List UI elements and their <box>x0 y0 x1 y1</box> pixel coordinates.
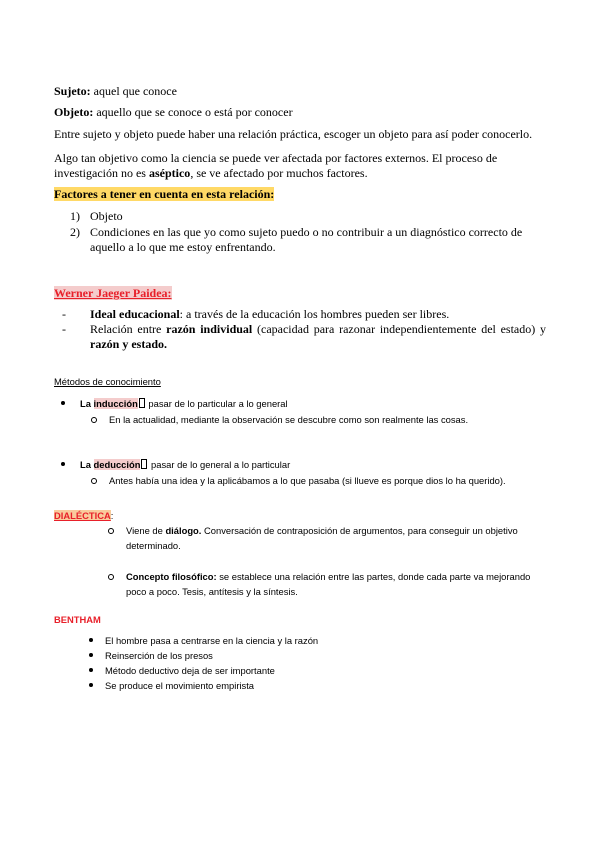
bullet-icon <box>89 653 93 657</box>
circle-bullet-icon <box>91 478 97 484</box>
dialectica-item2-bold: Concepto filosófico: <box>126 571 217 582</box>
metodos-heading: Métodos de conocimiento <box>54 376 161 387</box>
bentham-list <box>54 633 546 693</box>
bentham-item: Reinserción de los presos <box>105 650 213 661</box>
list-item <box>54 225 546 255</box>
ciencia-bold: aséptico <box>148 166 191 180</box>
list-item <box>54 322 546 352</box>
ciencia-paragraph <box>54 151 546 181</box>
factores-heading: Factores a tener en cuenta en esta relación: <box>54 187 275 201</box>
circle-bullet-icon <box>108 574 114 580</box>
deduccion-sub <box>54 473 546 488</box>
circle-bullet-icon <box>91 417 97 423</box>
deduccion-label: deducción <box>93 459 141 470</box>
induccion-pre: La <box>80 398 94 409</box>
objeto-def: aquello que se conoce o está por conocer <box>93 105 293 119</box>
list-item <box>54 633 546 648</box>
ciencia-text-a: Algo tan objetivo como la ciencia se puede ver afectada por factores externos. El proceso de investigación no es <box>54 151 498 180</box>
induccion-item <box>54 396 546 427</box>
deduccion-text: pasar de lo general a lo particular <box>148 459 291 470</box>
sujeto-def: aquel que conoce <box>90 84 177 98</box>
induccion-label: inducción <box>93 398 138 409</box>
jaeger-item1-text: : a través de la educación los hombres pueden ser libres. <box>179 307 450 321</box>
induccion-sub <box>54 412 546 427</box>
jaeger-list <box>54 307 546 352</box>
induccion-text: pasar de lo particular a lo general <box>145 398 288 409</box>
dialectica-item1-a: Viene de <box>126 525 166 536</box>
bentham-item: Se produce el movimiento empirista <box>105 680 255 691</box>
factores-heading-line <box>54 187 546 202</box>
list-text: Objeto <box>90 209 123 223</box>
jaeger-item2-b1: razón individual <box>166 322 253 336</box>
list-item <box>54 648 546 663</box>
bentham-item: El hombre pasa a centrarse en la ciencia y la razón <box>105 635 319 646</box>
deduccion-item <box>54 457 546 488</box>
objeto-definition <box>54 105 546 120</box>
dialectica-item1-bold: diálogo. <box>165 525 202 536</box>
bullet-icon <box>89 683 93 687</box>
deduccion-pre: La <box>80 459 94 470</box>
bentham-item: Método deductivo deja de ser importante <box>105 665 275 676</box>
deduccion-sub-text: Antes había una idea y la aplicábamos a lo que pasaba (si llueve es porque dios lo ha querido). <box>109 475 506 486</box>
list-item <box>54 569 546 599</box>
deduccion-line <box>54 457 546 472</box>
objeto-term: Objeto: <box>54 105 94 119</box>
dialectica-list <box>54 523 546 599</box>
list-item <box>54 209 546 224</box>
missing-glyph-icon <box>141 459 147 469</box>
dialectica-item2-b: se establece una relación entre las partes, donde cada parte va mejorando poco a poco. Tesis, antítesis y la síntesis. <box>126 571 531 597</box>
list-number: 2) <box>70 225 80 239</box>
dash-marker: - <box>62 307 66 321</box>
list-item <box>54 663 546 678</box>
induccion-sub-text: En la actualidad, mediante la observación se descubre como son realmente las cosas. <box>109 414 469 425</box>
jaeger-item2-b2: razón y estado. <box>90 337 167 351</box>
list-number: 1) <box>70 209 80 223</box>
bullet-icon <box>61 462 65 466</box>
dialectica-colon: : <box>110 510 114 521</box>
bullet-icon <box>89 668 93 672</box>
induccion-line <box>54 396 546 411</box>
jaeger-heading: Werner Jaeger Paidea: <box>54 286 172 300</box>
dash-marker: - <box>62 322 66 336</box>
ciencia-text-b: , se ve afectado por muchos factores. <box>190 166 368 180</box>
list-text: Condiciones en las que yo como sujeto puedo o no contribuir a un diagnóstico correcto de aquello a lo que me estoy enfrentando. <box>90 225 523 254</box>
sujeto-definition <box>54 84 546 99</box>
list-item <box>54 523 546 553</box>
jaeger-item1-bold: Ideal educacional <box>90 307 180 321</box>
dialectica-heading-line <box>54 508 546 523</box>
bullet-icon <box>89 638 93 642</box>
list-item <box>54 678 546 693</box>
missing-glyph-icon <box>139 398 145 408</box>
jaeger-item2-a: Relación entre <box>90 322 167 336</box>
dialectica-heading: DIALÉCTICA <box>54 510 111 521</box>
list-item <box>54 307 546 322</box>
bullet-icon <box>61 401 65 405</box>
bentham-heading: BENTHAM <box>54 614 101 625</box>
circle-bullet-icon <box>108 528 114 534</box>
dialectica-item1-b: Conversación de contraposición de argumentos, para conseguir un objetivo determinado. <box>126 525 518 551</box>
jaeger-item2-c: (capacidad para razonar independientemente del estado) y <box>252 322 546 336</box>
relacion-paragraph: Entre sujeto y objeto puede haber una relación práctica, escoger un objeto para así poder conocerlo. <box>54 127 533 141</box>
factores-list <box>54 209 546 255</box>
sujeto-term: Sujeto: <box>54 84 91 98</box>
jaeger-heading-line <box>54 286 546 301</box>
bentham-heading-line <box>54 612 546 627</box>
